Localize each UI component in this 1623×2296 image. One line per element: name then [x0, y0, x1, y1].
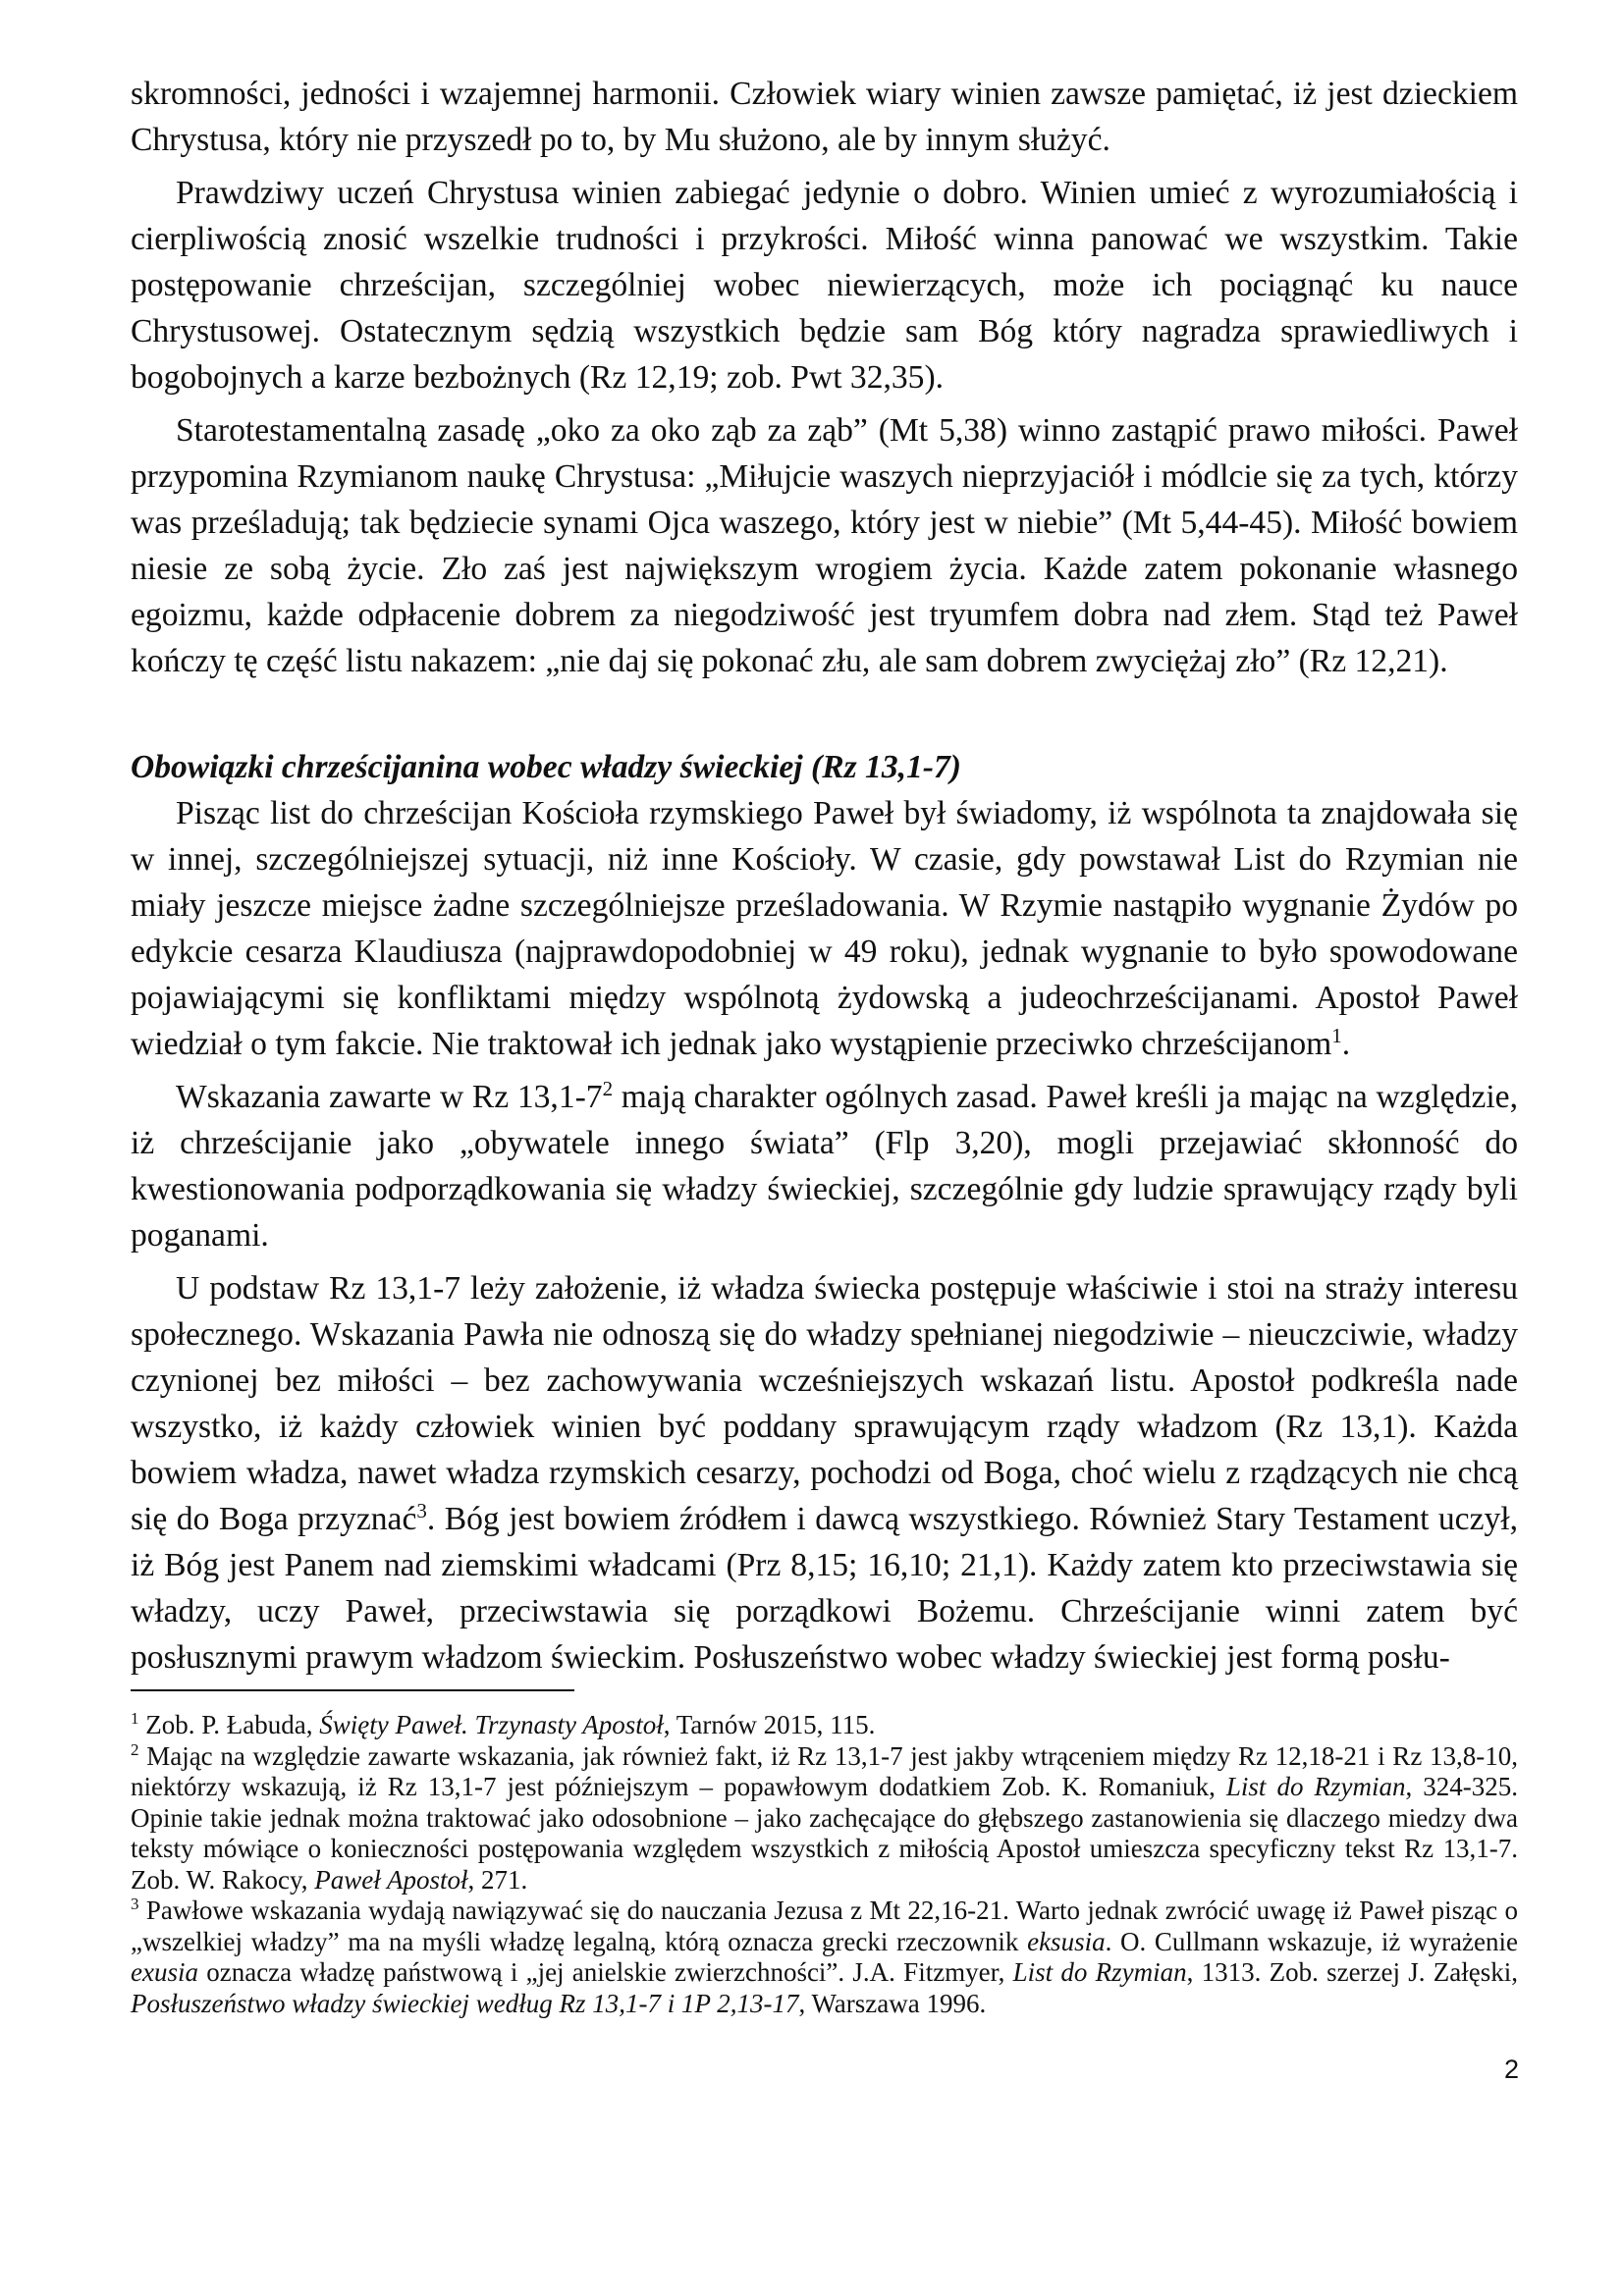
paragraph-law-of-love: Starotestamentalną zasadę „oko za oko ząb za ząb” (Mt 5,38) winno zastąpić prawo miłości. Paweł przypomina Rzymianom naukę Chrystusa: „Miłujcie waszych nieprzyjaciół i módlcie się za tych, którzy was prześladują; tak będziecie synami Ojca waszego, który jest w niebie” (Mt 5,44-45). Miłość bowiem niesie ze sobą życie. Zło zaś jest największym wrogiem życia. Każde zatem pokonanie własnego egoizmu, każde odpłacenie dobrem za niegodziwość jest tryumfem dobra nad złem. Stąd też Paweł kończy tę część listu nakazem: „nie daj się pokonać złu, ale sam dobrem zwyciężaj zło” (Rz 12,21). [131, 412, 1518, 679]
footnote-1 [131, 1710, 1518, 1741]
footnote-ref-1[interactable]: 1 [1331, 1023, 1342, 1047]
body-text [131, 71, 1518, 1681]
paragraph-tail: . [1341, 1026, 1351, 1062]
section-heading: Obowiązki chrześcijanina wobec władzy świeckiej (Rz 13,1-7) [131, 749, 961, 785]
footnote-text: , 1313. Zob. szerzej J. Załęski, [1186, 1957, 1518, 1987]
footnote-text: oznacza władzę państwową i „jej anielskie zwierzchności”. J.A. Fitzmyer, [197, 1957, 1013, 1987]
footnote-text: , Tarnów 2015, 115. [663, 1710, 876, 1739]
paragraph-text-pre: U podstaw Rz 13,1-7 leży założenie, iż władza świecka postępuje właściwie i stoi na straży interesu społecznego. Wskazania Pawła nie odnoszą się do władzy spełnianej niegodziwie – nieuczciwie, władzy czynionej bez miłości – bez zachowywania wcześniejszych wskazań listu. Apostoł podkreśla nade wszystko, iż każdy człowiek winien być poddany sprawującym rządy władzom (Rz 13,1). Każda bowiem władza, nawet władza rzymskich cesarzy, pochodzi od Boga, choć wielu z rządzących nie chcą się do Boga przyznać [131, 1270, 1518, 1537]
footnote-number: 3 [131, 1895, 139, 1913]
footnote-text: Pawłowe wskazania wydają nawiązywać się do nauczania Jezusa z Mt 22,16-21. Warto jednak zwrócić uwagę iż Paweł pisząc o „wszelkiej władzy” ma na myśli władzę legalną, którą oznacza grecki rzeczownik [131, 1896, 1518, 1956]
footnote-ref-3[interactable]: 3 [416, 1498, 427, 1522]
paragraph-continuation: skromności, jedności i wzajemnej harmonii. Człowiek wiary winien zawsze pamiętać, iż jest dzieckiem Chrystusa, który nie przyszedł po to, by Mu służono, ale by innym służyć. [131, 76, 1518, 158]
paragraph-text: Pisząc list do chrześcijan Kościoła rzymskiego Paweł był świadomy, iż wspólnota ta znajdowała się w innej, szczególniejszej sytuacji, niż inne Kościoły. W czasie, gdy powstawał List do Rzymian nie miały jeszcze miejsce żadne szczególniejsze prześladowania. W Rzymie nastąpiło wygnanie Żydów po edykcie cesarza Klaudiusza (najprawdopodobniej w 49 roku), jednak wygnanie to było spowodowane pojawiającymi się konfliktami między wspólnotą żydowską a judeochrześcijanami. Apostoł Paweł wiedział o tym fakcie. Nie traktował ich jednak jako wystąpienie przeciwko chrześcijanom [131, 795, 1518, 1062]
footnote-separator [131, 1689, 574, 1691]
page-number: 2 [1504, 2055, 1520, 2084]
book-title: Posłuszeństwo władzy świeckiej według Rz 13,1-7 i 1P 2,13-17 [131, 1988, 799, 2018]
greek-term: eksusia [1027, 1926, 1106, 1956]
footnotes [131, 1710, 1518, 2019]
footnote-text: , Warszawa 1996. [798, 1988, 987, 2018]
footnote-text: , 324-325. Opinie takie jednak można traktować jako odosobnione – jako zachęcające do głębszego zastanowienia się dlaczego miedzy dwa teksty mówiące o konieczności postępowania względem wszystkich z miłością Apostoł umieszcza specyficzny tekst Rz 13,1-7. Zob. W. Rakocy, [131, 1772, 1519, 1895]
document-page [131, 71, 1518, 1687]
paragraph-text-pre: Wskazania zawarte w Rz 13,1-7 [176, 1079, 603, 1115]
book-title: List do Rzymian [1012, 1957, 1187, 1987]
footnote-text: Zob. P. Łabuda, [138, 1710, 320, 1739]
paragraph-general-principles [131, 1074, 1518, 1258]
paragraph-secular-authority [131, 1265, 1518, 1681]
book-title: List do Rzymian [1225, 1772, 1406, 1801]
greek-term: exusia [131, 1957, 198, 1987]
paragraph-text-post: mają charakter ogólnych zasad. Paweł kreśli ja mając na względzie, iż chrześcijanie jako „obywatele innego świata” (Flp 3,20), mogli przejawiać skłonność do kwestionowania podporządkowania się władzy świeckiej, szczególnie gdy ludzie sprawujący rządy byli poganami. [131, 1079, 1518, 1254]
footnote-text: Mając na względzie zawarte wskazania, jak również fakt, iż Rz 13,1-7 jest jakby wtrąceniem między Rz 12,18-21 i Rz 13,8-10, niektórzy wskazują, iż Rz 13,1-7 jest późniejszym – popawłowym dodatkiem Zob. K. Romaniuk, [131, 1740, 1518, 1801]
footnote-ref-2[interactable]: 2 [602, 1076, 614, 1100]
footnote-text: . O. Cullmann wskazuje, iż wyrażenie [1105, 1926, 1518, 1956]
book-title: Święty Paweł. Trzynasty Apostoł [319, 1710, 664, 1739]
paragraph-true-disciple: Prawdziwy uczeń Chrystusa winien zabiegać jedynie o dobro. Winien umieć z wyrozumiałością i cierpliwością znosić wszelkie trudności i przykrości. Miłość winna panować we wszystkim. Takie postępowanie chrześcijan, szczególniej wobec niewierzących, może ich pociągnąć ku nauce Chrystusowej. Ostatecznym sędzią wszystkich będzie sam Bóg który nagradza sprawiedliwych i bogobojnych a karze bezbożnych (Rz 12,19; zob. Pwt 32,35). [131, 175, 1518, 396]
footnote-3 [131, 1896, 1518, 2019]
paragraph-text-post: . Bóg jest bowiem źródłem i dawcą wszystkiego. Również Stary Testament uczył, iż Bóg jest Panem nad ziemskimi władcami (Prz 8,15; 16,10; 21,1). Każdy zatem kto przeciwstawia się władzy, uczy Paweł, przeciwstawia się porządkowi Bożemu. Chrześcijanie winni zatem być posłusznymi prawym władzom świeckim. Posłuszeństwo wobec władzy świeckiej jest formą posłu- [131, 1501, 1518, 1676]
footnote-number: 2 [131, 1739, 139, 1759]
book-title: Paweł Apostoł [314, 1864, 468, 1895]
footnote-2 [131, 1741, 1518, 1896]
paragraph-roman-church [131, 790, 1518, 1067]
footnote-number: 1 [131, 1709, 139, 1728]
footnote-text: , 271. [467, 1864, 528, 1895]
